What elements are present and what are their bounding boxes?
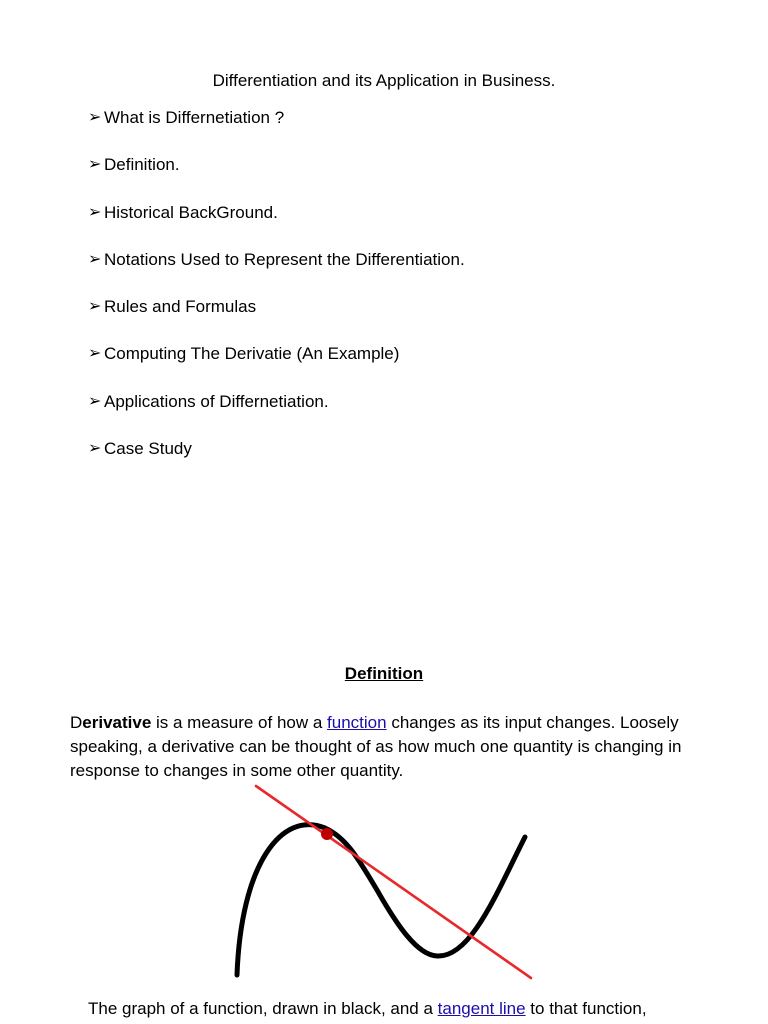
outline-item-label: Historical BackGround.	[104, 202, 278, 222]
outline-item	[88, 108, 465, 155]
tangent-line-figure	[225, 780, 545, 990]
outline-item	[88, 155, 465, 202]
tangent-line-link[interactable]: tangent line	[437, 999, 526, 1018]
outline-item	[88, 344, 465, 391]
document-title: Differentiation and its Application in Business.	[212, 71, 556, 90]
caption-text: to that function,	[525, 999, 647, 1018]
arrow-bullet-icon: ➢	[88, 392, 102, 410]
arrow-bullet-icon: ➢	[88, 203, 102, 221]
tangent-line	[256, 786, 531, 978]
arrow-bullet-icon: ➢	[88, 250, 102, 268]
definition-lead-letter: D	[70, 713, 83, 732]
outline-item-label: Applications of Differnetiation.	[104, 391, 329, 411]
outline-item	[88, 439, 465, 486]
tangent-point	[321, 828, 333, 840]
arrow-bullet-icon: ➢	[88, 298, 102, 316]
definition-heading: Definition	[344, 664, 424, 683]
outline-item	[88, 203, 465, 250]
function-link[interactable]: function	[327, 713, 387, 732]
arrow-bullet-icon: ➢	[88, 156, 102, 174]
arrow-bullet-icon: ➢	[88, 109, 102, 126]
outline-item-label: What is Differnetiation ?	[104, 108, 285, 127]
caption-text: The graph of a function, drawn in black, and a	[88, 999, 438, 1018]
outline-item	[88, 250, 465, 297]
definition-term: erivative	[82, 713, 152, 732]
definition-text: changes as its input changes. Loosely speaking, a derivative can be thought of as how much one quantity is changing in response to changes in some other quantity.	[70, 713, 682, 781]
function-curve	[237, 825, 525, 975]
outline-item-label: Notations Used to Represent the Differentiation.	[104, 249, 465, 269]
outline-item-label: Rules and Formulas	[104, 297, 257, 317]
outline-item-label: Case Study	[104, 439, 192, 459]
arrow-bullet-icon: ➢	[88, 440, 102, 458]
definition-paragraph	[70, 711, 710, 784]
definition-text: is a measure of how a	[151, 713, 328, 732]
figure-caption	[88, 997, 728, 1021]
outline-item	[88, 297, 465, 344]
outline-item	[88, 392, 465, 439]
outline-item-label: Definition.	[104, 155, 180, 175]
outline-item-label: Computing The Derivatie (An Example)	[104, 344, 400, 364]
outline-list	[88, 108, 465, 486]
arrow-bullet-icon: ➢	[88, 345, 102, 363]
